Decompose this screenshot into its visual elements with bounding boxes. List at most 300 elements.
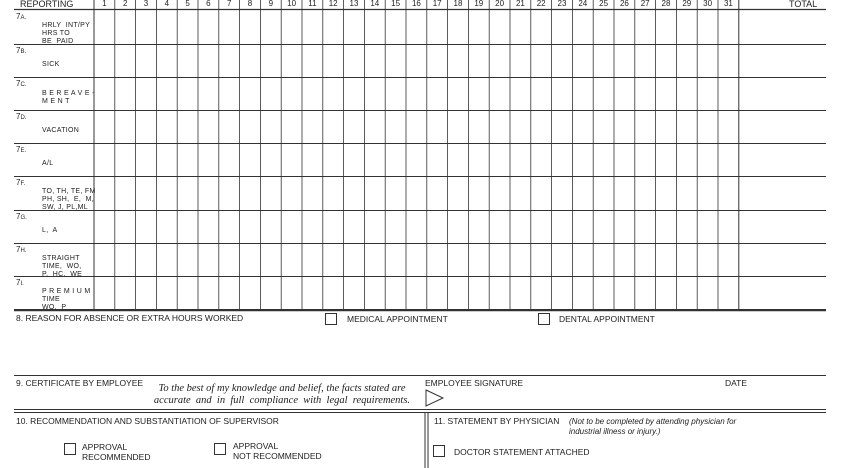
hours-cell-i-day-16[interactable]: [407, 277, 426, 308]
hours-cell-e-day-24[interactable]: [573, 144, 592, 175]
total-cell-g[interactable]: [740, 211, 825, 242]
hours-cell-f-day-19[interactable]: [469, 177, 488, 209]
hours-cell-a-day-7[interactable]: [220, 11, 239, 43]
hours-cell-e-day-27[interactable]: [636, 144, 655, 175]
hours-cell-e-day-21[interactable]: [511, 144, 530, 175]
hours-cell-e-day-6[interactable]: [199, 144, 218, 175]
hours-cell-b-day-3[interactable]: [137, 45, 156, 76]
hours-cell-c-day-22[interactable]: [532, 78, 551, 109]
hours-cell-i-day-15[interactable]: [386, 277, 405, 308]
hours-cell-f-day-31[interactable]: [719, 177, 738, 209]
hours-cell-h-day-3[interactable]: [137, 244, 156, 275]
hours-cell-f-day-14[interactable]: [365, 177, 384, 209]
hours-cell-d-day-6[interactable]: [199, 111, 218, 142]
hours-cell-i-day-22[interactable]: [532, 277, 551, 308]
hours-cell-f-day-20[interactable]: [490, 177, 509, 209]
hours-cell-b-day-2[interactable]: [116, 45, 135, 76]
hours-cell-c-day-19[interactable]: [469, 78, 488, 109]
hours-cell-a-day-16[interactable]: [407, 11, 426, 43]
hours-cell-b-day-16[interactable]: [407, 45, 426, 76]
hours-cell-f-day-30[interactable]: [698, 177, 717, 209]
hours-cell-g-day-29[interactable]: [677, 211, 696, 242]
hours-cell-g-day-15[interactable]: [386, 211, 405, 242]
hours-cell-c-day-8[interactable]: [241, 78, 260, 109]
hours-cell-c-day-3[interactable]: [137, 78, 156, 109]
hours-cell-a-day-25[interactable]: [594, 11, 613, 43]
hours-cell-b-day-23[interactable]: [553, 45, 572, 76]
hours-cell-g-day-20[interactable]: [490, 211, 509, 242]
hours-cell-a-day-23[interactable]: [553, 11, 572, 43]
hours-cell-e-day-16[interactable]: [407, 144, 426, 175]
employee-signature-field[interactable]: [448, 390, 718, 408]
hours-cell-c-day-12[interactable]: [324, 78, 343, 109]
hours-cell-i-day-30[interactable]: [698, 277, 717, 308]
hours-cell-d-day-15[interactable]: [386, 111, 405, 142]
hours-cell-g-day-27[interactable]: [636, 211, 655, 242]
hours-cell-h-day-23[interactable]: [553, 244, 572, 275]
hours-cell-b-day-6[interactable]: [199, 45, 218, 76]
hours-cell-f-day-26[interactable]: [615, 177, 634, 209]
hours-cell-e-day-23[interactable]: [553, 144, 572, 175]
hours-cell-c-day-21[interactable]: [511, 78, 530, 109]
hours-cell-b-day-22[interactable]: [532, 45, 551, 76]
hours-cell-b-day-13[interactable]: [345, 45, 364, 76]
hours-cell-h-day-28[interactable]: [657, 244, 676, 275]
hours-cell-h-day-25[interactable]: [594, 244, 613, 275]
hours-cell-c-day-20[interactable]: [490, 78, 509, 109]
hours-cell-b-day-14[interactable]: [365, 45, 384, 76]
hours-cell-e-day-31[interactable]: [719, 144, 738, 175]
hours-cell-c-day-1[interactable]: [95, 78, 114, 109]
hours-cell-d-day-25[interactable]: [594, 111, 613, 142]
hours-cell-f-day-27[interactable]: [636, 177, 655, 209]
hours-cell-a-day-14[interactable]: [365, 11, 384, 43]
hours-cell-d-day-16[interactable]: [407, 111, 426, 142]
hours-cell-g-day-6[interactable]: [199, 211, 218, 242]
dental-appointment-checkbox[interactable]: [538, 313, 550, 325]
hours-cell-d-day-20[interactable]: [490, 111, 509, 142]
hours-cell-i-day-17[interactable]: [428, 277, 447, 308]
hours-cell-a-day-8[interactable]: [241, 11, 260, 43]
hours-cell-b-day-15[interactable]: [386, 45, 405, 76]
hours-cell-g-day-13[interactable]: [345, 211, 364, 242]
hours-cell-i-day-9[interactable]: [261, 277, 280, 308]
hours-cell-e-day-4[interactable]: [157, 144, 176, 175]
approval-not-recommended-checkbox[interactable]: [214, 443, 226, 455]
hours-cell-h-day-29[interactable]: [677, 244, 696, 275]
hours-cell-g-day-2[interactable]: [116, 211, 135, 242]
hours-cell-a-day-26[interactable]: [615, 11, 634, 43]
hours-cell-e-day-8[interactable]: [241, 144, 260, 175]
hours-cell-b-day-1[interactable]: [95, 45, 114, 76]
hours-cell-c-day-24[interactable]: [573, 78, 592, 109]
hours-cell-i-day-8[interactable]: [241, 277, 260, 308]
hours-cell-e-day-5[interactable]: [178, 144, 197, 175]
hours-cell-f-day-22[interactable]: [532, 177, 551, 209]
hours-cell-d-day-30[interactable]: [698, 111, 717, 142]
hours-cell-g-day-18[interactable]: [449, 211, 468, 242]
hours-cell-e-day-13[interactable]: [345, 144, 364, 175]
hours-cell-b-day-31[interactable]: [719, 45, 738, 76]
hours-cell-h-day-11[interactable]: [303, 244, 322, 275]
day-header-6: 6: [206, 0, 211, 8]
hours-cell-h-day-21[interactable]: [511, 244, 530, 275]
hours-cell-c-day-4[interactable]: [157, 78, 176, 109]
date-field[interactable]: [725, 390, 825, 408]
hours-cell-a-day-13[interactable]: [345, 11, 364, 43]
hours-cell-e-day-12[interactable]: [324, 144, 343, 175]
hours-cell-f-day-29[interactable]: [677, 177, 696, 209]
total-cell-c[interactable]: [740, 78, 825, 109]
hours-cell-i-day-2[interactable]: [116, 277, 135, 308]
hours-cell-f-day-24[interactable]: [573, 177, 592, 209]
hours-cell-h-day-4[interactable]: [157, 244, 176, 275]
hours-cell-h-day-8[interactable]: [241, 244, 260, 275]
hours-cell-d-day-3[interactable]: [137, 111, 156, 142]
hours-cell-e-day-30[interactable]: [698, 144, 717, 175]
hours-cell-b-day-20[interactable]: [490, 45, 509, 76]
hours-cell-g-day-3[interactable]: [137, 211, 156, 242]
hours-cell-h-day-13[interactable]: [345, 244, 364, 275]
hours-cell-a-day-18[interactable]: [449, 11, 468, 43]
row-label-h: STRAIGHT TIME, WO, P, HC, WE: [42, 255, 83, 279]
hours-cell-a-day-20[interactable]: [490, 11, 509, 43]
hours-cell-f-day-4[interactable]: [157, 177, 176, 209]
hours-cell-b-day-19[interactable]: [469, 45, 488, 76]
hours-cell-e-day-14[interactable]: [365, 144, 384, 175]
hours-cell-b-day-27[interactable]: [636, 45, 655, 76]
total-cell-d[interactable]: [740, 111, 825, 142]
hours-cell-f-day-8[interactable]: [241, 177, 260, 209]
hours-cell-c-day-7[interactable]: [220, 78, 239, 109]
hours-cell-b-day-21[interactable]: [511, 45, 530, 76]
hours-cell-i-day-23[interactable]: [553, 277, 572, 308]
hours-cell-h-day-15[interactable]: [386, 244, 405, 275]
hours-cell-a-day-9[interactable]: [261, 11, 280, 43]
hours-cell-f-day-5[interactable]: [178, 177, 197, 209]
hours-cell-e-day-3[interactable]: [137, 144, 156, 175]
hours-cell-h-day-5[interactable]: [178, 244, 197, 275]
hours-cell-i-day-1[interactable]: [95, 277, 114, 308]
hours-cell-i-day-13[interactable]: [345, 277, 364, 308]
hours-cell-c-day-14[interactable]: [365, 78, 384, 109]
hours-cell-i-day-21[interactable]: [511, 277, 530, 308]
hours-cell-a-day-11[interactable]: [303, 11, 322, 43]
hours-cell-c-day-10[interactable]: [282, 78, 301, 109]
hours-cell-i-day-20[interactable]: [490, 277, 509, 308]
hours-cell-c-day-18[interactable]: [449, 78, 468, 109]
hours-cell-c-day-5[interactable]: [178, 78, 197, 109]
hours-cell-e-day-1[interactable]: [95, 144, 114, 175]
hours-cell-i-day-12[interactable]: [324, 277, 343, 308]
hours-cell-c-day-29[interactable]: [677, 78, 696, 109]
hours-cell-h-day-22[interactable]: [532, 244, 551, 275]
hours-cell-g-day-22[interactable]: [532, 211, 551, 242]
hours-cell-i-day-6[interactable]: [199, 277, 218, 308]
hours-cell-e-day-26[interactable]: [615, 144, 634, 175]
hours-cell-h-day-18[interactable]: [449, 244, 468, 275]
hours-cell-f-day-16[interactable]: [407, 177, 426, 209]
hours-cell-b-day-29[interactable]: [677, 45, 696, 76]
hours-cell-b-day-4[interactable]: [157, 45, 176, 76]
hours-cell-d-day-24[interactable]: [573, 111, 592, 142]
hours-cell-h-day-24[interactable]: [573, 244, 592, 275]
hours-cell-e-day-25[interactable]: [594, 144, 613, 175]
hours-cell-c-day-6[interactable]: [199, 78, 218, 109]
hours-cell-d-day-9[interactable]: [261, 111, 280, 142]
hours-cell-h-day-20[interactable]: [490, 244, 509, 275]
row-code-letter: I.: [20, 281, 24, 287]
hours-cell-h-day-31[interactable]: [719, 244, 738, 275]
hours-cell-f-day-12[interactable]: [324, 177, 343, 209]
hours-cell-h-day-12[interactable]: [324, 244, 343, 275]
approval-recommended-checkbox[interactable]: [64, 443, 76, 455]
hours-cell-g-day-21[interactable]: [511, 211, 530, 242]
hours-cell-a-day-28[interactable]: [657, 11, 676, 43]
hours-cell-i-day-11[interactable]: [303, 277, 322, 308]
hours-cell-f-day-18[interactable]: [449, 177, 468, 209]
hours-cell-i-day-26[interactable]: [615, 277, 634, 308]
hours-cell-d-day-4[interactable]: [157, 111, 176, 142]
hours-cell-e-day-15[interactable]: [386, 144, 405, 175]
hours-cell-g-day-9[interactable]: [261, 211, 280, 242]
hours-cell-h-day-17[interactable]: [428, 244, 447, 275]
hours-cell-h-day-30[interactable]: [698, 244, 717, 275]
hours-cell-a-day-10[interactable]: [282, 11, 301, 43]
hours-cell-f-day-28[interactable]: [657, 177, 676, 209]
hours-cell-b-day-28[interactable]: [657, 45, 676, 76]
doctor-statement-checkbox[interactable]: [433, 445, 445, 457]
hours-cell-d-day-27[interactable]: [636, 111, 655, 142]
hours-cell-e-day-2[interactable]: [116, 144, 135, 175]
hours-cell-i-day-7[interactable]: [220, 277, 239, 308]
hours-cell-c-day-25[interactable]: [594, 78, 613, 109]
hours-cell-f-day-3[interactable]: [137, 177, 156, 209]
hours-cell-c-day-26[interactable]: [615, 78, 634, 109]
hours-cell-e-day-28[interactable]: [657, 144, 676, 175]
hours-cell-b-day-12[interactable]: [324, 45, 343, 76]
reason-for-absence-field[interactable]: [14, 328, 826, 374]
hours-cell-f-day-10[interactable]: [282, 177, 301, 209]
hours-cell-e-day-17[interactable]: [428, 144, 447, 175]
hours-cell-h-day-1[interactable]: [95, 244, 114, 275]
hours-cell-a-day-22[interactable]: [532, 11, 551, 43]
hours-cell-d-day-7[interactable]: [220, 111, 239, 142]
hours-cell-c-day-15[interactable]: [386, 78, 405, 109]
hours-cell-g-day-19[interactable]: [469, 211, 488, 242]
hours-cell-a-day-21[interactable]: [511, 11, 530, 43]
hours-cell-a-day-19[interactable]: [469, 11, 488, 43]
hours-cell-d-day-19[interactable]: [469, 111, 488, 142]
hours-cell-h-day-27[interactable]: [636, 244, 655, 275]
hours-cell-f-day-6[interactable]: [199, 177, 218, 209]
hours-cell-b-day-8[interactable]: [241, 45, 260, 76]
hours-cell-g-day-30[interactable]: [698, 211, 717, 242]
hours-cell-e-day-20[interactable]: [490, 144, 509, 175]
hours-cell-g-day-4[interactable]: [157, 211, 176, 242]
hours-cell-b-day-10[interactable]: [282, 45, 301, 76]
hours-cell-b-day-18[interactable]: [449, 45, 468, 76]
hours-cell-d-day-13[interactable]: [345, 111, 364, 142]
hours-cell-f-day-15[interactable]: [386, 177, 405, 209]
hours-cell-g-day-5[interactable]: [178, 211, 197, 242]
hours-cell-d-day-11[interactable]: [303, 111, 322, 142]
hours-cell-c-day-11[interactable]: [303, 78, 322, 109]
hours-cell-a-day-24[interactable]: [573, 11, 592, 43]
total-cell-i[interactable]: [740, 277, 825, 308]
hours-cell-h-day-14[interactable]: [365, 244, 384, 275]
row-code-number: 7: [16, 46, 21, 55]
hours-cell-g-day-10[interactable]: [282, 211, 301, 242]
hours-cell-e-day-29[interactable]: [677, 144, 696, 175]
medical-appointment-checkbox[interactable]: [325, 313, 337, 325]
hours-cell-i-day-27[interactable]: [636, 277, 655, 308]
hours-cell-c-day-9[interactable]: [261, 78, 280, 109]
total-cell-f[interactable]: [740, 177, 825, 209]
hours-cell-b-day-9[interactable]: [261, 45, 280, 76]
hours-cell-b-day-26[interactable]: [615, 45, 634, 76]
hours-cell-d-day-2[interactable]: [116, 111, 135, 142]
hours-cell-a-day-4[interactable]: [157, 11, 176, 43]
hours-cell-h-day-26[interactable]: [615, 244, 634, 275]
hours-cell-e-day-18[interactable]: [449, 144, 468, 175]
hours-cell-i-day-10[interactable]: [282, 277, 301, 308]
hours-cell-h-day-9[interactable]: [261, 244, 280, 275]
total-cell-a[interactable]: [740, 11, 825, 43]
hours-cell-a-day-15[interactable]: [386, 11, 405, 43]
hours-cell-e-day-10[interactable]: [282, 144, 301, 175]
hours-cell-g-day-7[interactable]: [220, 211, 239, 242]
hours-cell-c-day-31[interactable]: [719, 78, 738, 109]
hours-cell-e-day-7[interactable]: [220, 144, 239, 175]
hours-cell-h-day-2[interactable]: [116, 244, 135, 275]
hours-cell-b-day-25[interactable]: [594, 45, 613, 76]
hours-cell-f-day-1[interactable]: [95, 177, 114, 209]
hours-cell-i-day-25[interactable]: [594, 277, 613, 308]
hours-cell-i-day-14[interactable]: [365, 277, 384, 308]
hours-cell-d-day-22[interactable]: [532, 111, 551, 142]
hours-cell-h-day-7[interactable]: [220, 244, 239, 275]
hours-cell-h-day-19[interactable]: [469, 244, 488, 275]
hours-cell-i-day-19[interactable]: [469, 277, 488, 308]
hours-cell-b-day-11[interactable]: [303, 45, 322, 76]
hours-cell-d-day-29[interactable]: [677, 111, 696, 142]
hours-cell-i-day-29[interactable]: [677, 277, 696, 308]
hours-cell-f-day-7[interactable]: [220, 177, 239, 209]
total-cell-h[interactable]: [740, 244, 825, 275]
hours-cell-i-day-28[interactable]: [657, 277, 676, 308]
hours-cell-b-day-30[interactable]: [698, 45, 717, 76]
hours-cell-h-day-6[interactable]: [199, 244, 218, 275]
hours-cell-f-day-9[interactable]: [261, 177, 280, 209]
hours-cell-b-day-5[interactable]: [178, 45, 197, 76]
hours-cell-f-day-2[interactable]: [116, 177, 135, 209]
hours-cell-f-day-13[interactable]: [345, 177, 364, 209]
hours-cell-e-day-11[interactable]: [303, 144, 322, 175]
hours-cell-i-day-18[interactable]: [449, 277, 468, 308]
hours-cell-g-day-23[interactable]: [553, 211, 572, 242]
hours-cell-e-day-19[interactable]: [469, 144, 488, 175]
hours-cell-a-day-3[interactable]: [137, 11, 156, 43]
hours-cell-d-day-26[interactable]: [615, 111, 634, 142]
hours-cell-c-day-16[interactable]: [407, 78, 426, 109]
hours-cell-i-day-3[interactable]: [137, 277, 156, 308]
hours-cell-e-day-9[interactable]: [261, 144, 280, 175]
hours-cell-a-day-12[interactable]: [324, 11, 343, 43]
hours-cell-a-day-30[interactable]: [698, 11, 717, 43]
hours-cell-b-day-17[interactable]: [428, 45, 447, 76]
hours-cell-a-day-29[interactable]: [677, 11, 696, 43]
hours-cell-a-day-5[interactable]: [178, 11, 197, 43]
total-cell-b[interactable]: [740, 45, 825, 76]
total-cell-e[interactable]: [740, 144, 825, 175]
hours-cell-a-day-6[interactable]: [199, 11, 218, 43]
hours-cell-h-day-10[interactable]: [282, 244, 301, 275]
hours-cell-g-day-24[interactable]: [573, 211, 592, 242]
hours-cell-c-day-2[interactable]: [116, 78, 135, 109]
hours-cell-f-day-25[interactable]: [594, 177, 613, 209]
hours-cell-g-day-8[interactable]: [241, 211, 260, 242]
hours-cell-a-day-1[interactable]: [95, 11, 114, 43]
hours-cell-i-day-5[interactable]: [178, 277, 197, 308]
hours-cell-g-day-11[interactable]: [303, 211, 322, 242]
hours-cell-d-day-1[interactable]: [95, 111, 114, 142]
hours-cell-c-day-27[interactable]: [636, 78, 655, 109]
hours-cell-g-day-28[interactable]: [657, 211, 676, 242]
hours-cell-c-day-17[interactable]: [428, 78, 447, 109]
hours-cell-f-day-17[interactable]: [428, 177, 447, 209]
hours-cell-d-day-23[interactable]: [553, 111, 572, 142]
hours-cell-d-day-31[interactable]: [719, 111, 738, 142]
hours-cell-g-day-12[interactable]: [324, 211, 343, 242]
hours-cell-d-day-14[interactable]: [365, 111, 384, 142]
hours-cell-f-day-11[interactable]: [303, 177, 322, 209]
hours-cell-d-day-18[interactable]: [449, 111, 468, 142]
hours-cell-a-day-31[interactable]: [719, 11, 738, 43]
hours-cell-i-day-24[interactable]: [573, 277, 592, 308]
hours-cell-g-day-26[interactable]: [615, 211, 634, 242]
hours-cell-e-day-22[interactable]: [532, 144, 551, 175]
hours-cell-g-day-25[interactable]: [594, 211, 613, 242]
hours-cell-d-day-17[interactable]: [428, 111, 447, 142]
hours-cell-d-day-5[interactable]: [178, 111, 197, 142]
hours-cell-g-day-1[interactable]: [95, 211, 114, 242]
hours-cell-g-day-14[interactable]: [365, 211, 384, 242]
hours-cell-c-day-13[interactable]: [345, 78, 364, 109]
hours-cell-d-day-12[interactable]: [324, 111, 343, 142]
hours-cell-h-day-16[interactable]: [407, 244, 426, 275]
hours-cell-b-day-24[interactable]: [573, 45, 592, 76]
hours-cell-g-day-17[interactable]: [428, 211, 447, 242]
hours-cell-d-day-10[interactable]: [282, 111, 301, 142]
hours-cell-i-day-4[interactable]: [157, 277, 176, 308]
hours-cell-g-day-31[interactable]: [719, 211, 738, 242]
hours-cell-a-day-27[interactable]: [636, 11, 655, 43]
hours-cell-g-day-16[interactable]: [407, 211, 426, 242]
hours-cell-a-day-17[interactable]: [428, 11, 447, 43]
hours-cell-c-day-28[interactable]: [657, 78, 676, 109]
hours-cell-f-day-23[interactable]: [553, 177, 572, 209]
hours-cell-f-day-21[interactable]: [511, 177, 530, 209]
hours-cell-a-day-2[interactable]: [116, 11, 135, 43]
hours-cell-d-day-28[interactable]: [657, 111, 676, 142]
hours-cell-d-day-8[interactable]: [241, 111, 260, 142]
hours-cell-i-day-31[interactable]: [719, 277, 738, 308]
hours-cell-c-day-23[interactable]: [553, 78, 572, 109]
hours-cell-b-day-7[interactable]: [220, 45, 239, 76]
hours-cell-c-day-30[interactable]: [698, 78, 717, 109]
hours-cell-d-day-21[interactable]: [511, 111, 530, 142]
